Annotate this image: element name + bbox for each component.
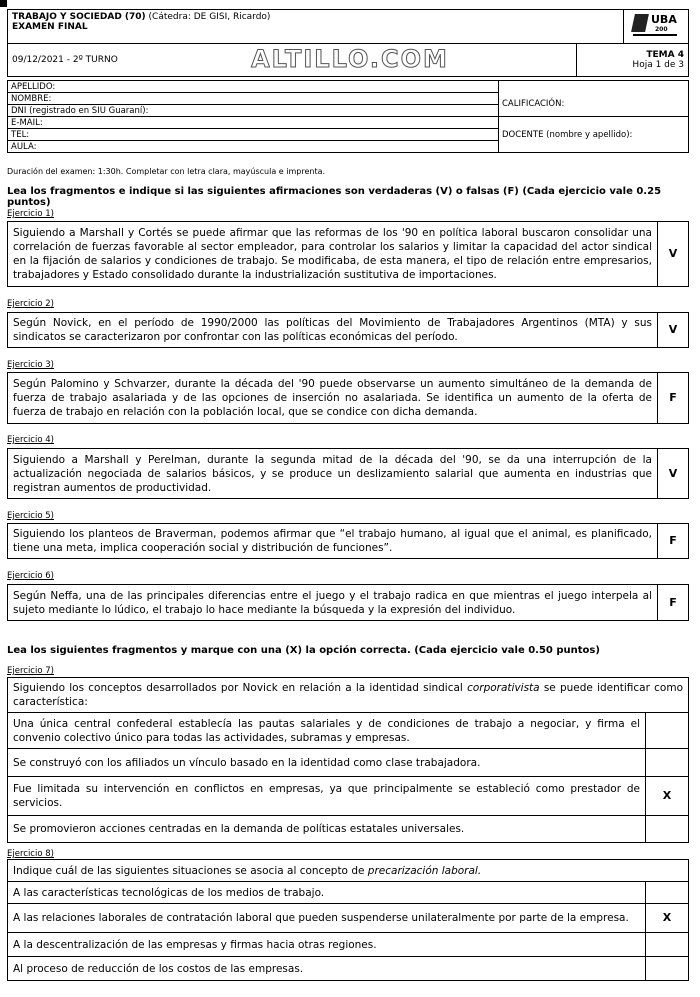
logo-shape-icon — [631, 14, 649, 32]
ex3-box — [7, 372, 689, 424]
ex4-box — [7, 448, 689, 499]
ex7-option-text: Una única central confederal establecía las pautas salariales y de condiciones de trabajo a negociar, y firma el convenio colectivo único para todas las actividades, subramas y empresas. — [8, 713, 646, 749]
ex6-answer[interactable]: F — [658, 585, 689, 621]
ex7-option[interactable] — [8, 777, 689, 816]
tel-field[interactable]: TEL: — [8, 129, 499, 141]
logo-uba-text: UBA — [651, 13, 677, 26]
course-name: TRABAJO Y SOCIEDAD (70) — [12, 12, 146, 22]
ex5-answer[interactable]: F — [658, 524, 689, 559]
ex2-label: Ejercicio 2) — [7, 299, 54, 309]
logo-cell — [624, 10, 689, 44]
ex6-box — [7, 584, 689, 621]
ex8-option-mark[interactable] — [646, 882, 689, 904]
tema: TEMA 4 — [646, 50, 684, 60]
ex4-answer[interactable]: V — [658, 449, 689, 499]
ex6-label: Ejercicio 6) — [7, 571, 54, 581]
ex8-option[interactable] — [8, 904, 689, 933]
calificacion-field[interactable]: CALIFICACIÓN: — [499, 93, 689, 117]
ex8-option-text: A las características tecnológicas de los medios de trabajo. — [8, 882, 646, 904]
ex8-table — [7, 859, 689, 981]
ex7-table — [7, 677, 689, 843]
ex7-label: Ejercicio 7) — [7, 666, 54, 676]
ex7-option-text: Se promovieron acciones centradas en la demanda de políticas estatales universales. — [8, 816, 646, 843]
watermark: ALTILLO.COM — [251, 45, 449, 73]
ex1-label: Ejercicio 1) — [7, 209, 54, 219]
ex7-stem-text: Siguiendo los conceptos desarrollados por Novick en relación a la identidad sindical — [13, 682, 468, 694]
ex3-answer[interactable]: F — [658, 373, 689, 424]
ex7-stem-emphasis: corporativista — [467, 682, 540, 694]
ex1-answer[interactable]: V — [658, 222, 689, 287]
exam-type: EXAMEN FINAL — [12, 22, 88, 32]
ex8-option-text: A la descentralización de las empresas y firmas hacia otras regiones. — [8, 933, 646, 957]
ex3-label: Ejercicio 3) — [7, 360, 54, 370]
ex7-stem — [8, 678, 689, 713]
ex2-box — [7, 312, 689, 348]
apellido-field[interactable]: APELLIDO: — [8, 81, 499, 93]
ex2-text: Según Novick, en el período de 1990/2000 las políticas del Movimiento de Trabajadores Argentinos (MTA) y sus sindicatos se caracterizaron por confrontar con las políticas económicas del período. — [8, 313, 658, 348]
catedra: (Cátedra: DE GISI, Ricardo) — [148, 12, 271, 22]
ex8-option-mark[interactable] — [646, 933, 689, 957]
student-info-table — [7, 80, 689, 153]
ex7-option-mark[interactable] — [646, 816, 689, 843]
dni-field[interactable]: DNI (registrado en SIU Guaraní): — [8, 105, 499, 117]
section2-title: Lea los siguientes fragmentos y marque con una (X) la opción correcta. (Cada ejercicio vale 0.50 puntos) — [7, 645, 600, 656]
ex7-option-text: Fue limitada su intervención en conflictos en empresas, ya que principalmente se estableció como prestador de servicios. — [8, 777, 646, 816]
ex7-stem-text-end: se puede identificar como característica: — [13, 682, 683, 708]
exam-date-turn: 09/12/2021 - 2º TURNO — [12, 55, 118, 65]
ex8-option[interactable] — [8, 882, 689, 904]
ex6-text: Según Neffa, una de las principales diferencias entre el juego y el trabajo radica en que mientras el juego interpela al sujeto mediante lo lúdico, el trabajo lo hace mediante la búsqueda y la expresión del individuo. — [8, 585, 658, 621]
ex4-label: Ejercicio 4) — [7, 435, 54, 445]
page-count: Hoja 1 de 3 — [632, 60, 684, 70]
ex5-label: Ejercicio 5) — [7, 511, 54, 521]
section1-title: Lea los fragmentos e indique si las siguientes afirmaciones son verdaderas (V) o falsas (F) (Cada ejercicio vale 0.25 puntos) — [7, 186, 662, 208]
corner-mark — [0, 0, 7, 7]
ex2-answer[interactable]: V — [658, 313, 689, 348]
ex8-option-text: A las relaciones laborales de contratación laboral que pueden suspenderse unilateralmente por parte de la empresa. — [8, 904, 646, 933]
ex8-option-mark[interactable] — [646, 957, 689, 981]
ex5-box — [7, 523, 689, 559]
logo-200-text: 200 — [655, 26, 668, 33]
ex8-option-mark[interactable]: X — [646, 904, 689, 933]
aula-field[interactable]: AULA: — [8, 141, 499, 153]
logo-bar — [633, 34, 677, 36]
duration-note: Duración del examen: 1:30h. Completar con letra clara, mayúscula e imprenta. — [7, 167, 326, 176]
ex8-stem-emphasis: precarización laboral. — [367, 864, 482, 877]
ex7-option-mark[interactable] — [646, 713, 689, 749]
ex4-text: Siguiendo a Marshall y Perelman, durante la segunda mitad de la década del '90, se da una interrupción de la actualización negociada de salarios básicos, y se produce un deslizamiento salarial que aumenta en industrias que registran aumentos de productividad. — [8, 449, 658, 499]
ex5-text: Siguiendo los planteos de Braverman, podemos afirmar que “el trabajo humano, al igual que el animal, es planificado, tiene una meta, implica cooperación social y distribución de funciones”. — [8, 524, 658, 559]
ex7-option[interactable] — [8, 749, 689, 777]
ex8-option[interactable] — [8, 957, 689, 981]
ex8-option-text: Al proceso de reducción de los costos de las empresas. — [8, 957, 646, 981]
ex8-stem-text: Indique cuál de las siguientes situaciones se asocia al concepto de — [13, 864, 368, 877]
ex7-option-text: Se construyó con los afiliados un vínculo basado en la identidad como clase trabajadora. — [8, 749, 646, 777]
ex7-option-mark[interactable] — [646, 749, 689, 777]
ex7-option[interactable] — [8, 713, 689, 749]
ex1-box — [7, 221, 689, 287]
ex1-text: Siguiendo a Marshall y Cortés se puede afirmar que las reformas de los '90 en política laboral buscaron consolidar una correlación de fuerzas favorable al sector empleador, para controlar los salarios y limitar la capacidad del actor sindical en la fijación de salarios y condiciones de trabajo. Se modificaba, de esta manera, el tipo de relación entre empresarios, trabajadores y Estado consolidado durante la industrialización sustitutiva de importaciones. — [8, 222, 658, 287]
ex8-label: Ejercicio 8) — [7, 849, 54, 859]
ex7-option[interactable] — [8, 816, 689, 843]
nombre-field[interactable]: NOMBRE: — [8, 93, 499, 105]
ex8-stem — [8, 860, 689, 882]
course-cell — [8, 10, 624, 44]
ex7-option-mark[interactable]: X — [646, 777, 689, 816]
uba-logo — [631, 12, 681, 38]
docente-field[interactable]: DOCENTE (nombre y apellido): — [499, 129, 689, 141]
email-field[interactable]: E-MAIL: — [8, 117, 499, 129]
ex3-text: Según Palomino y Schvarzer, durante la década del '90 puede observarse un aumento simultáneo de la demanda de fuerza de trabajo asalariada y de las opciones de inserción no asalariada. Se identifica un aumento de la oferta de fuerza de trabajo en relación con la población local, que se condice con dicha demanda. — [8, 373, 658, 424]
ex8-option[interactable] — [8, 933, 689, 957]
